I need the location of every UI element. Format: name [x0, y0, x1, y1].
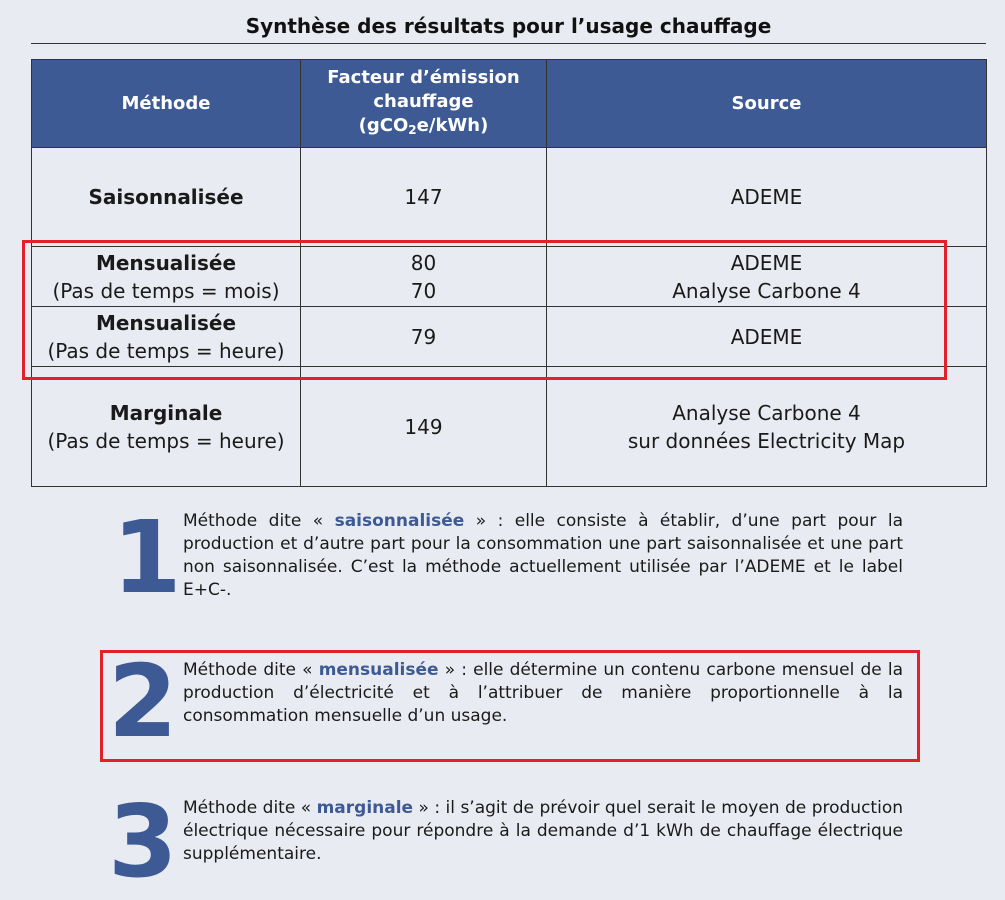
- header-method: Méthode: [32, 60, 301, 148]
- factor-value: 149: [404, 414, 443, 439]
- source-value: ADEME: [730, 324, 803, 349]
- unit-post: e/kWh): [416, 114, 489, 136]
- desc-keyword: saisonnalisée: [334, 511, 465, 531]
- header-factor-line1: Facteur d’émission: [327, 66, 520, 88]
- source-value: ADEME: [730, 185, 803, 209]
- title-divider: [31, 43, 986, 44]
- source-cell: [547, 148, 987, 247]
- table-row: [32, 148, 987, 247]
- header-source: Source: [547, 60, 987, 148]
- table-header-row: [32, 60, 987, 148]
- table-row: [32, 367, 987, 487]
- desc-text: » : il s’agit de prévoir quel serait le moyen de production électrique nécessaire pour répondre à la demande d’1 kWh de chauffage électrique supplémentaire.: [183, 798, 903, 864]
- desc-text: » : elle consiste à établir, d’une part pour la production et d’autre part pour la consommation une part saisonnalisée et une part non saisonnalisée. C’est la méthode actuellement utilisée par l’ADEME et le label E+C-.: [183, 511, 904, 600]
- header-factor-line2: chauffage: [373, 90, 474, 112]
- method-number: 3: [108, 783, 178, 900]
- unit-pre: (gCO: [358, 114, 409, 136]
- desc-keyword: mensualisée: [318, 660, 439, 680]
- page-title: Synthèse des résultats pour l’usage chauffage: [245, 14, 772, 38]
- method-timestep: (Pas de temps = mois): [52, 278, 280, 303]
- method-cell: [32, 367, 301, 487]
- desc-prefix: Méthode dite «: [183, 511, 335, 531]
- desc-prefix: Méthode dite «: [183, 798, 317, 818]
- source-value: ADEME: [730, 250, 803, 275]
- factor-value: 80: [410, 250, 437, 275]
- method-name: Mensualisée: [95, 250, 237, 275]
- method-description: [183, 797, 903, 866]
- method-name: Marginale: [109, 400, 223, 425]
- unit-sub: 2: [408, 122, 417, 137]
- factor-cell: [301, 367, 547, 487]
- factor-value: 79: [410, 324, 437, 349]
- factor-value: 147: [404, 185, 443, 209]
- desc-prefix: Méthode dite «: [183, 660, 319, 680]
- header-factor: [301, 60, 547, 148]
- method-name: Mensualisée: [95, 310, 237, 335]
- desc-text: » : elle détermine un contenu carbone mensuel de la production d’électricité et à l’attribuer de manière proportionnelle à la consommation mensuelle d’un usage.: [183, 660, 903, 726]
- method-name: Saisonnalisée: [88, 185, 244, 209]
- method-timestep: (Pas de temps = heure): [47, 338, 285, 363]
- source-value: Analyse Carbone 4: [672, 278, 861, 303]
- desc-keyword: marginale: [316, 798, 414, 818]
- method-number: 1: [112, 499, 182, 616]
- source-cell: [547, 367, 987, 487]
- highlight-box-method: [100, 643, 920, 762]
- factor-cell: [301, 148, 547, 247]
- header-factor-unit: [301, 114, 546, 142]
- method-timestep: (Pas de temps = heure): [47, 428, 285, 453]
- factor-value: 70: [410, 278, 437, 303]
- method-cell: [32, 148, 301, 247]
- source-value: Analyse Carbone 4: [672, 400, 861, 425]
- method-number: 2: [108, 643, 178, 760]
- source-value: sur données Electricity Map: [627, 428, 906, 453]
- method-description: [183, 510, 903, 602]
- highlight-box-table: [22, 240, 947, 380]
